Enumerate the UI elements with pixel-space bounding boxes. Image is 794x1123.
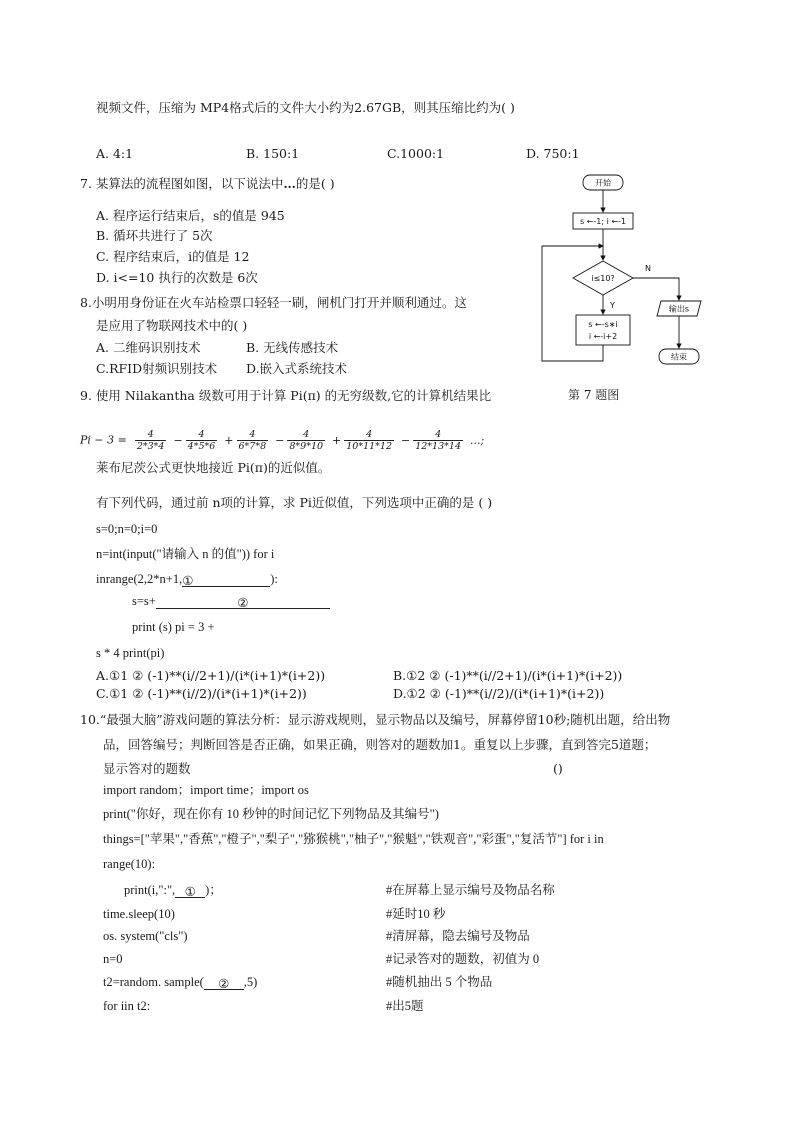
- q10-comment-5: #随机抽出 5 个物品: [386, 975, 493, 989]
- q7-stem: [80, 176, 335, 192]
- q8-option-a: A. 二维码识别技术: [96, 340, 201, 355]
- formula-sign-5: +: [332, 433, 342, 447]
- q9-option-b: B.①2 ② (-1)**(i//2+1)/(i*(i+1)*(i+2)): [393, 668, 623, 683]
- q9-code-line-2: n=int(input("请输入 n 的值")) for i: [96, 547, 275, 561]
- formula-sign-6: −: [401, 433, 411, 447]
- q10-comment-2: #延时10 秒: [386, 907, 446, 921]
- formula-term-3: $\frac{4}{6*7*8}$: [238, 429, 267, 452]
- formula-tail: ...;: [469, 433, 485, 447]
- q6-option-a: A. 4:1: [96, 146, 134, 161]
- q10-code-row-6: for iin t2:: [103, 999, 151, 1013]
- q10-code-line-4: range(10):: [103, 857, 156, 871]
- q7-stem-a: 7. 某算法的流程图如图，以下说法中: [80, 176, 284, 191]
- q10-code-row-3: os. system("cls"): [103, 929, 188, 943]
- flow-no-label: N: [645, 264, 651, 273]
- q8-option-c: C.RFID射频识别技术: [96, 361, 218, 376]
- q9-code-line-4: s=s+ ②: [132, 593, 330, 609]
- q10-stem-line1: 10.“最强大脑”游戏问题的算法分析：显示游戏规则，显示物品以及编号，屏幕停留10秒;随机出题，给出物: [80, 712, 671, 727]
- q10-code-row-1: print(i,":", ① )；: [124, 883, 222, 899]
- q10-code-line-3: things=["苹果","香蕉","橙子","梨子","猕猴桃","柚子","猴魁","铁观音","彩蛋","复活节"] for i in: [103, 832, 604, 846]
- q6-option-d: D. 750:1: [526, 146, 580, 161]
- q8-stem-line1: 8.小明用身份证在火车站检票口轻轻一刷，闸机门打开并顺利通过。这: [80, 295, 467, 310]
- q7-stem-b: 的是( ): [295, 176, 335, 191]
- q6-option-b: B. 150:1: [246, 146, 300, 161]
- flow-output-label: 输出s: [668, 304, 690, 314]
- q10-comment-4: #记录答对的题数，初值为 0: [386, 952, 540, 966]
- q8-option-d: D.嵌入式系统技术: [246, 361, 348, 376]
- flow-body-line2: i ←-i+2: [588, 332, 618, 341]
- formula-term-1: $\frac{4}{2*3*4}$: [136, 429, 165, 452]
- q9-option-c: C.①1 ② (-1)**(i//2)/(i*(i+1)*(i+2)): [96, 686, 307, 701]
- q9-formula: [80, 426, 485, 455]
- q10-code-line-2: print("你好，现在你有 10 秒钟的时间记忆下列物品及其编号"): [103, 807, 439, 821]
- q7-option-c: C. 程序结束后，i的值是 12: [96, 249, 250, 264]
- formula-lhs: Pi − 3 =: [80, 433, 127, 447]
- q9-stem-line1: 9. 使用 Nilakantha 级数可用于计算 Pi(π) 的无穷级数,它的计算机结果比: [80, 388, 492, 403]
- flow-decision-label: i≤10?: [591, 274, 615, 283]
- flow-start-label: 开始: [595, 178, 611, 188]
- q7-option-a: A. 程序运行结束后，s的值是 945: [96, 208, 285, 223]
- q7-stem-dots: …: [283, 176, 296, 191]
- q9-code-line-3: inrange(2,2*n+1,① ):: [96, 572, 278, 588]
- q6-stem-tail: 视频文件，压缩为 MP4格式后的文件大小约为2.67GB，则其压缩比约为( ): [96, 100, 515, 115]
- q10-comment-3: #清屏幕，隐去编号及物品: [386, 929, 530, 943]
- q6-option-c: C.1000:1: [387, 146, 445, 161]
- q10-code-row-2: time.sleep(10): [103, 907, 175, 921]
- formula-term-6: $\frac{4}{12*13*14}$: [415, 429, 461, 452]
- q8-stem-line2: 是应用了物联网技术中的( ): [96, 318, 248, 333]
- formula-term-4: $\frac{4}{8*9*10}$: [289, 429, 324, 452]
- q7-figure-caption: 第 7 题图: [568, 388, 620, 402]
- formula-term-2: $\frac{4}{4*5*6}$: [187, 429, 216, 452]
- q9-stem-line2: 莱布尼茨公式更快地接近 Pi(π)的近似值。: [96, 460, 331, 475]
- q9-code-line-5: print (s) pi = 3 +: [132, 620, 215, 634]
- q7-flowchart: [540, 168, 720, 380]
- q9-option-a: A.①1 ② (-1)**(i//2+1)/(i*(i+1)*(i+2)): [96, 668, 326, 683]
- q10-comment-1: #在屏幕上显示编号及物品名称: [386, 883, 555, 897]
- q9-stem-line3: 有下列代码，通过前 n项的计算，求 Pi近似值，下列选项中正确的是 ( ): [96, 495, 493, 510]
- flow-body-line1: s ←-s∗i: [588, 320, 618, 329]
- q7-option-b: B. 循环共进行了 5次: [96, 228, 213, 243]
- formula-sign-4: −: [275, 433, 285, 447]
- q10-answer-paren: (): [553, 761, 563, 776]
- q7-option-d: D. i<=10 执行的次数是 6次: [96, 270, 258, 285]
- q9-code-line-1: s=0;n=0;i=0: [96, 522, 158, 536]
- q9-option-d: D.①2 ② (-1)**(i//2)/(i*(i+1)*(i+2)): [393, 686, 605, 701]
- q9-blank-1: ①: [182, 573, 270, 587]
- q10-blank-2: ②: [204, 976, 244, 990]
- q9-blank-2: ②: [156, 595, 330, 609]
- q10-stem-line3: 显示答对的题数: [103, 761, 191, 776]
- q10-comment-6: #出5题: [386, 999, 424, 1013]
- q10-code-line-1: import random；import time；import os: [103, 783, 309, 797]
- flow-yes-label: Y: [610, 301, 615, 310]
- q10-code-row-4: n=0: [103, 952, 123, 966]
- q10-blank-1: ①: [175, 884, 205, 898]
- formula-sign-2: −: [173, 433, 183, 447]
- q9-code-line-6: s * 4 print(pi): [96, 646, 165, 660]
- flow-init-label: s ←-1; i ←-1: [579, 217, 627, 226]
- flow-end-label: 结束: [671, 352, 687, 362]
- formula-sign-3: +: [224, 433, 234, 447]
- q10-code-row-5: t2=random. sample( ② ,5): [103, 975, 258, 991]
- q10-stem-line2: 品，回答编号；判断回答是否正确，如果正确，则答对的题数加1。重复以上步骤，直到答完5道题；: [103, 737, 657, 752]
- formula-term-5: $\frac{4}{10*11*12}$: [346, 429, 393, 452]
- q8-option-b: B. 无线传感技术: [246, 340, 339, 355]
